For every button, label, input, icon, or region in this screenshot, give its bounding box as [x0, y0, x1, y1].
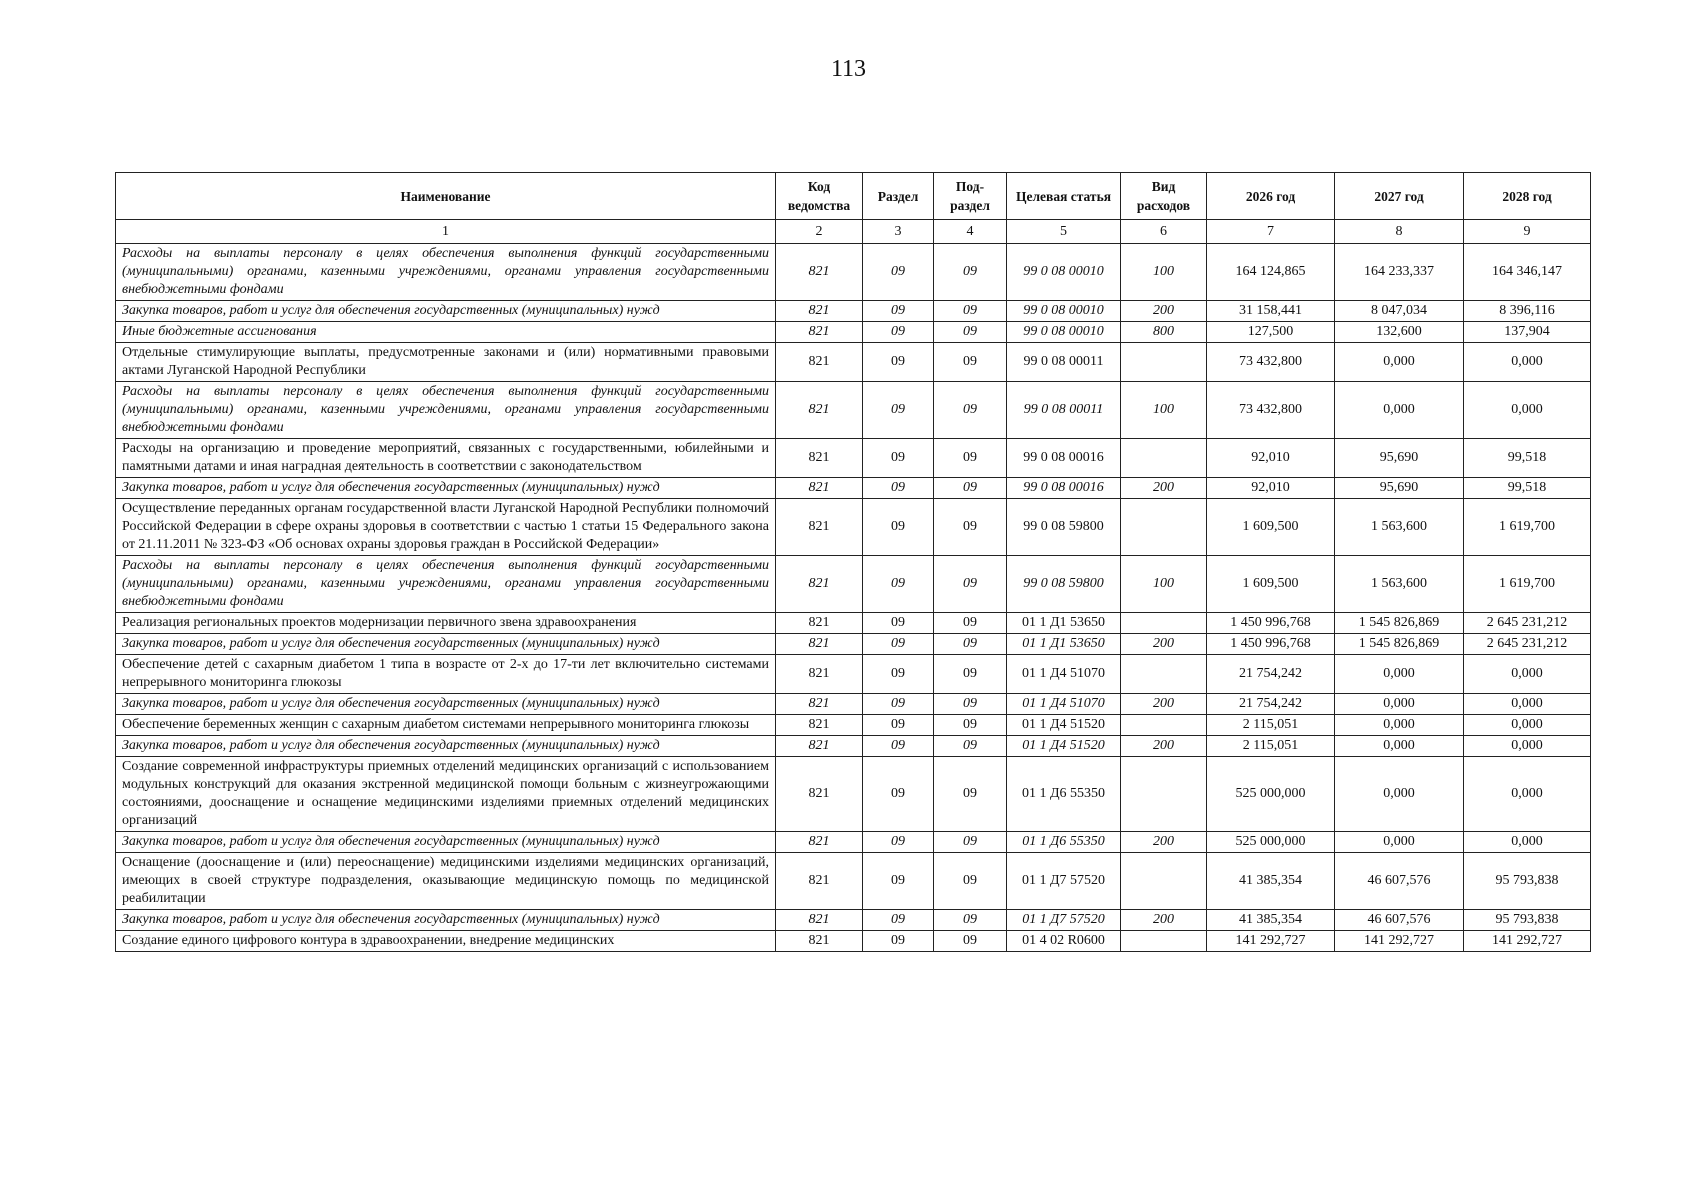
- row-2028: 0,000: [1464, 382, 1591, 439]
- row-subsection: 09: [934, 439, 1007, 478]
- row-section: 09: [863, 736, 934, 757]
- row-code: 821: [776, 343, 863, 382]
- row-kind: 200: [1121, 736, 1207, 757]
- row-2027: 132,600: [1335, 322, 1464, 343]
- row-kind: [1121, 931, 1207, 952]
- row-2028: 99,518: [1464, 478, 1591, 499]
- header-2026: 2026 год: [1207, 173, 1335, 220]
- row-name: Обеспечение беременных женщин с сахарным диабетом системами непрерывного мониторинга глюкозы: [116, 715, 776, 736]
- row-section: 09: [863, 694, 934, 715]
- row-code: 821: [776, 244, 863, 301]
- row-subsection: 09: [934, 715, 1007, 736]
- row-2027: 0,000: [1335, 382, 1464, 439]
- table-row: [116, 478, 1591, 499]
- row-code: 821: [776, 322, 863, 343]
- row-kind: [1121, 715, 1207, 736]
- row-kind: 100: [1121, 382, 1207, 439]
- row-kind: [1121, 757, 1207, 832]
- row-2028: 0,000: [1464, 757, 1591, 832]
- row-2027: 0,000: [1335, 715, 1464, 736]
- table-row: [116, 736, 1591, 757]
- row-subsection: 09: [934, 478, 1007, 499]
- row-2027: 8 047,034: [1335, 301, 1464, 322]
- row-2027: 95,690: [1335, 478, 1464, 499]
- table-row: [116, 715, 1591, 736]
- header-code: Код ведомства: [776, 173, 863, 220]
- row-section: 09: [863, 613, 934, 634]
- row-2027: 1 563,600: [1335, 556, 1464, 613]
- row-name: Закупка товаров, работ и услуг для обеспечения государственных (муниципальных) нужд: [116, 832, 776, 853]
- row-code: 821: [776, 382, 863, 439]
- row-name: Закупка товаров, работ и услуг для обеспечения государственных (муниципальных) нужд: [116, 301, 776, 322]
- row-name: Закупка товаров, работ и услуг для обеспечения государственных (муниципальных) нужд: [116, 478, 776, 499]
- row-target: 01 1 Д4 51070: [1007, 694, 1121, 715]
- row-2026: 1 609,500: [1207, 556, 1335, 613]
- row-name: Расходы на выплаты персоналу в целях обеспечения выполнения функций государственными (муниципальными) органами, казенными учреждениями, органами управления государственными внебюджетными фондами: [116, 556, 776, 613]
- row-section: 09: [863, 478, 934, 499]
- row-2027: 164 233,337: [1335, 244, 1464, 301]
- row-subsection: 09: [934, 655, 1007, 694]
- row-section: 09: [863, 853, 934, 910]
- row-2028: 95 793,838: [1464, 910, 1591, 931]
- row-code: 821: [776, 655, 863, 694]
- row-code: 821: [776, 715, 863, 736]
- table-body: [116, 244, 1591, 952]
- row-kind: [1121, 853, 1207, 910]
- column-number: 9: [1464, 220, 1591, 244]
- row-2027: 0,000: [1335, 832, 1464, 853]
- row-2026: 141 292,727: [1207, 931, 1335, 952]
- header-2027: 2027 год: [1335, 173, 1464, 220]
- row-target: 99 0 08 59800: [1007, 499, 1121, 556]
- row-kind: 100: [1121, 556, 1207, 613]
- row-subsection: 09: [934, 910, 1007, 931]
- row-section: 09: [863, 382, 934, 439]
- row-section: 09: [863, 439, 934, 478]
- row-target: 01 1 Д1 53650: [1007, 634, 1121, 655]
- row-kind: 800: [1121, 322, 1207, 343]
- table-row: [116, 244, 1591, 301]
- row-section: 09: [863, 556, 934, 613]
- table-row: [116, 832, 1591, 853]
- table-row: [116, 853, 1591, 910]
- row-2028: 0,000: [1464, 655, 1591, 694]
- table-row: [116, 655, 1591, 694]
- budget-table: [115, 172, 1591, 952]
- row-subsection: 09: [934, 556, 1007, 613]
- row-section: 09: [863, 910, 934, 931]
- row-section: 09: [863, 322, 934, 343]
- row-code: 821: [776, 556, 863, 613]
- row-target: 01 1 Д4 51070: [1007, 655, 1121, 694]
- table-row: [116, 931, 1591, 952]
- header-name: Наименование: [116, 173, 776, 220]
- row-kind: [1121, 613, 1207, 634]
- column-number: 6: [1121, 220, 1207, 244]
- row-2028: 8 396,116: [1464, 301, 1591, 322]
- row-subsection: 09: [934, 694, 1007, 715]
- row-subsection: 09: [934, 757, 1007, 832]
- row-2028: 0,000: [1464, 715, 1591, 736]
- page-number: 113: [830, 56, 867, 82]
- row-subsection: 09: [934, 244, 1007, 301]
- row-name: Обеспечение детей с сахарным диабетом 1 типа в возрасте от 2-х до 17-ти лет включительно системами непрерывного мониторинга глюкозы: [116, 655, 776, 694]
- row-subsection: 09: [934, 301, 1007, 322]
- row-name: Закупка товаров, работ и услуг для обеспечения государственных (муниципальных) нужд: [116, 736, 776, 757]
- row-subsection: 09: [934, 853, 1007, 910]
- row-2026: 21 754,242: [1207, 694, 1335, 715]
- row-target: 99 0 08 00011: [1007, 343, 1121, 382]
- row-2028: 99,518: [1464, 439, 1591, 478]
- row-subsection: 09: [934, 343, 1007, 382]
- row-2027: 1 545 826,869: [1335, 613, 1464, 634]
- row-2027: 46 607,576: [1335, 853, 1464, 910]
- table-row: [116, 322, 1591, 343]
- row-section: 09: [863, 931, 934, 952]
- row-target: 99 0 08 00010: [1007, 244, 1121, 301]
- row-2026: 21 754,242: [1207, 655, 1335, 694]
- row-kind: 200: [1121, 634, 1207, 655]
- row-target: 99 0 08 59800: [1007, 556, 1121, 613]
- row-2026: 31 158,441: [1207, 301, 1335, 322]
- column-number: 8: [1335, 220, 1464, 244]
- row-code: 821: [776, 931, 863, 952]
- row-name: Расходы на организацию и проведение мероприятий, связанных с государственными, юбилейными и памятными датами и иная наградная деятельность в соответствии с законодательством: [116, 439, 776, 478]
- row-section: 09: [863, 757, 934, 832]
- row-2026: 2 115,051: [1207, 715, 1335, 736]
- row-subsection: 09: [934, 499, 1007, 556]
- header-target: Целевая статья: [1007, 173, 1121, 220]
- row-2026: 1 609,500: [1207, 499, 1335, 556]
- row-code: 821: [776, 832, 863, 853]
- row-2028: 164 346,147: [1464, 244, 1591, 301]
- header-2028: 2028 год: [1464, 173, 1591, 220]
- row-target: 99 0 08 00010: [1007, 301, 1121, 322]
- row-2026: 41 385,354: [1207, 910, 1335, 931]
- table-row: [116, 439, 1591, 478]
- row-name: Закупка товаров, работ и услуг для обеспечения государственных (муниципальных) нужд: [116, 694, 776, 715]
- row-code: 821: [776, 439, 863, 478]
- row-2028: 0,000: [1464, 694, 1591, 715]
- row-2028: 1 619,700: [1464, 556, 1591, 613]
- row-target: 01 1 Д4 51520: [1007, 736, 1121, 757]
- column-number: 7: [1207, 220, 1335, 244]
- row-section: 09: [863, 715, 934, 736]
- row-kind: 200: [1121, 301, 1207, 322]
- column-number: 2: [776, 220, 863, 244]
- row-2026: 41 385,354: [1207, 853, 1335, 910]
- row-target: 01 4 02 R0600: [1007, 931, 1121, 952]
- header-kind: Вид расходов: [1121, 173, 1207, 220]
- table-row: [116, 343, 1591, 382]
- row-2027: 0,000: [1335, 343, 1464, 382]
- row-2027: 0,000: [1335, 694, 1464, 715]
- row-section: 09: [863, 832, 934, 853]
- row-target: 01 1 Д6 55350: [1007, 832, 1121, 853]
- row-kind: [1121, 655, 1207, 694]
- row-subsection: 09: [934, 931, 1007, 952]
- row-code: 821: [776, 757, 863, 832]
- row-subsection: 09: [934, 832, 1007, 853]
- row-2027: 95,690: [1335, 439, 1464, 478]
- row-name: Иные бюджетные ассигнования: [116, 322, 776, 343]
- row-subsection: 09: [934, 634, 1007, 655]
- row-code: 821: [776, 910, 863, 931]
- row-section: 09: [863, 655, 934, 694]
- row-name: Расходы на выплаты персоналу в целях обеспечения выполнения функций государственными (муниципальными) органами, казенными учреждениями, органами управления государственными внебюджетными фондами: [116, 382, 776, 439]
- row-target: 99 0 08 00016: [1007, 439, 1121, 478]
- row-name: Создание единого цифрового контура в здравоохранении, внедрение медицинских: [116, 931, 776, 952]
- table-row: [116, 556, 1591, 613]
- row-kind: 100: [1121, 244, 1207, 301]
- row-2027: 0,000: [1335, 757, 1464, 832]
- row-2028: 95 793,838: [1464, 853, 1591, 910]
- table-row: [116, 757, 1591, 832]
- row-2027: 0,000: [1335, 655, 1464, 694]
- table-row: [116, 613, 1591, 634]
- row-2026: 73 432,800: [1207, 343, 1335, 382]
- row-2026: 2 115,051: [1207, 736, 1335, 757]
- row-2026: 92,010: [1207, 478, 1335, 499]
- row-name: Закупка товаров, работ и услуг для обеспечения государственных (муниципальных) нужд: [116, 910, 776, 931]
- row-name: Отдельные стимулирующие выплаты, предусмотренные законами и (или) нормативными правовыми актами Луганской Народной Республики: [116, 343, 776, 382]
- row-2026: 1 450 996,768: [1207, 613, 1335, 634]
- row-2027: 46 607,576: [1335, 910, 1464, 931]
- row-2026: 1 450 996,768: [1207, 634, 1335, 655]
- row-2027: 1 545 826,869: [1335, 634, 1464, 655]
- row-target: 01 1 Д6 55350: [1007, 757, 1121, 832]
- table-row: [116, 301, 1591, 322]
- row-2026: 525 000,000: [1207, 757, 1335, 832]
- row-2028: 137,904: [1464, 322, 1591, 343]
- row-2028: 0,000: [1464, 832, 1591, 853]
- row-kind: [1121, 343, 1207, 382]
- row-target: 01 1 Д7 57520: [1007, 910, 1121, 931]
- row-target: 99 0 08 00011: [1007, 382, 1121, 439]
- row-kind: 200: [1121, 832, 1207, 853]
- row-2028: 0,000: [1464, 736, 1591, 757]
- header-row: [116, 173, 1591, 220]
- row-2026: 525 000,000: [1207, 832, 1335, 853]
- table-row: [116, 694, 1591, 715]
- row-kind: [1121, 439, 1207, 478]
- row-section: 09: [863, 301, 934, 322]
- column-number: 1: [116, 220, 776, 244]
- row-subsection: 09: [934, 613, 1007, 634]
- row-subsection: 09: [934, 736, 1007, 757]
- row-target: 99 0 08 00016: [1007, 478, 1121, 499]
- row-2026: 127,500: [1207, 322, 1335, 343]
- column-number: 4: [934, 220, 1007, 244]
- row-code: 821: [776, 301, 863, 322]
- row-kind: 200: [1121, 910, 1207, 931]
- row-target: 01 1 Д4 51520: [1007, 715, 1121, 736]
- row-name: Создание современной инфраструктуры приемных отделений медицинских организаций с использованием модульных конструкций для оказания экстренной медицинской помощи больным с жизнеугрожающими состояниями, дооснащение и оснащение медицинскими изделиями приемных отделений медицинских организаций: [116, 757, 776, 832]
- row-code: 821: [776, 478, 863, 499]
- row-subsection: 09: [934, 322, 1007, 343]
- row-section: 09: [863, 499, 934, 556]
- row-2027: 141 292,727: [1335, 931, 1464, 952]
- row-2027: 1 563,600: [1335, 499, 1464, 556]
- row-subsection: 09: [934, 382, 1007, 439]
- row-code: 821: [776, 694, 863, 715]
- row-name: Осуществление переданных органам государственной власти Луганской Народной Республики полномочий Российской Федерации в сфере охраны здоровья в соответствии с частью 1 статьи 15 Федерального закона от 21.11.2011 № 323-ФЗ «Об основах охраны здоровья граждан в Российской Федерации»: [116, 499, 776, 556]
- row-code: 821: [776, 613, 863, 634]
- row-target: 01 1 Д7 57520: [1007, 853, 1121, 910]
- table-row: [116, 499, 1591, 556]
- row-code: 821: [776, 499, 863, 556]
- header-section: Раздел: [863, 173, 934, 220]
- row-code: 821: [776, 736, 863, 757]
- row-2026: 73 432,800: [1207, 382, 1335, 439]
- row-target: 99 0 08 00010: [1007, 322, 1121, 343]
- table-row: [116, 634, 1591, 655]
- row-name: Реализация региональных проектов модернизации первичного звена здравоохранения: [116, 613, 776, 634]
- row-target: 01 1 Д1 53650: [1007, 613, 1121, 634]
- row-name: Закупка товаров, работ и услуг для обеспечения государственных (муниципальных) нужд: [116, 634, 776, 655]
- row-2026: 164 124,865: [1207, 244, 1335, 301]
- row-kind: 200: [1121, 694, 1207, 715]
- row-2028: 2 645 231,212: [1464, 634, 1591, 655]
- row-kind: 200: [1121, 478, 1207, 499]
- row-code: 821: [776, 634, 863, 655]
- row-2028: 141 292,727: [1464, 931, 1591, 952]
- row-2028: 0,000: [1464, 343, 1591, 382]
- table-row: [116, 382, 1591, 439]
- row-section: 09: [863, 244, 934, 301]
- row-kind: [1121, 499, 1207, 556]
- column-number-row: [116, 220, 1591, 244]
- row-name: Оснащение (дооснащение и (или) переоснащение) медицинскими изделиями медицинских организаций, имеющих в своей структуре подразделения, оказывающие медицинскую помощь по медицинской реабилитации: [116, 853, 776, 910]
- row-name: Расходы на выплаты персоналу в целях обеспечения выполнения функций государственными (муниципальными) органами, казенными учреждениями, органами управления государственными внебюджетными фондами: [116, 244, 776, 301]
- row-2028: 2 645 231,212: [1464, 613, 1591, 634]
- column-number: 3: [863, 220, 934, 244]
- row-2027: 0,000: [1335, 736, 1464, 757]
- row-code: 821: [776, 853, 863, 910]
- row-2026: 92,010: [1207, 439, 1335, 478]
- row-section: 09: [863, 343, 934, 382]
- column-number: 5: [1007, 220, 1121, 244]
- header-subsection: Под-раздел: [934, 173, 1007, 220]
- row-section: 09: [863, 634, 934, 655]
- row-2028: 1 619,700: [1464, 499, 1591, 556]
- table-row: [116, 910, 1591, 931]
